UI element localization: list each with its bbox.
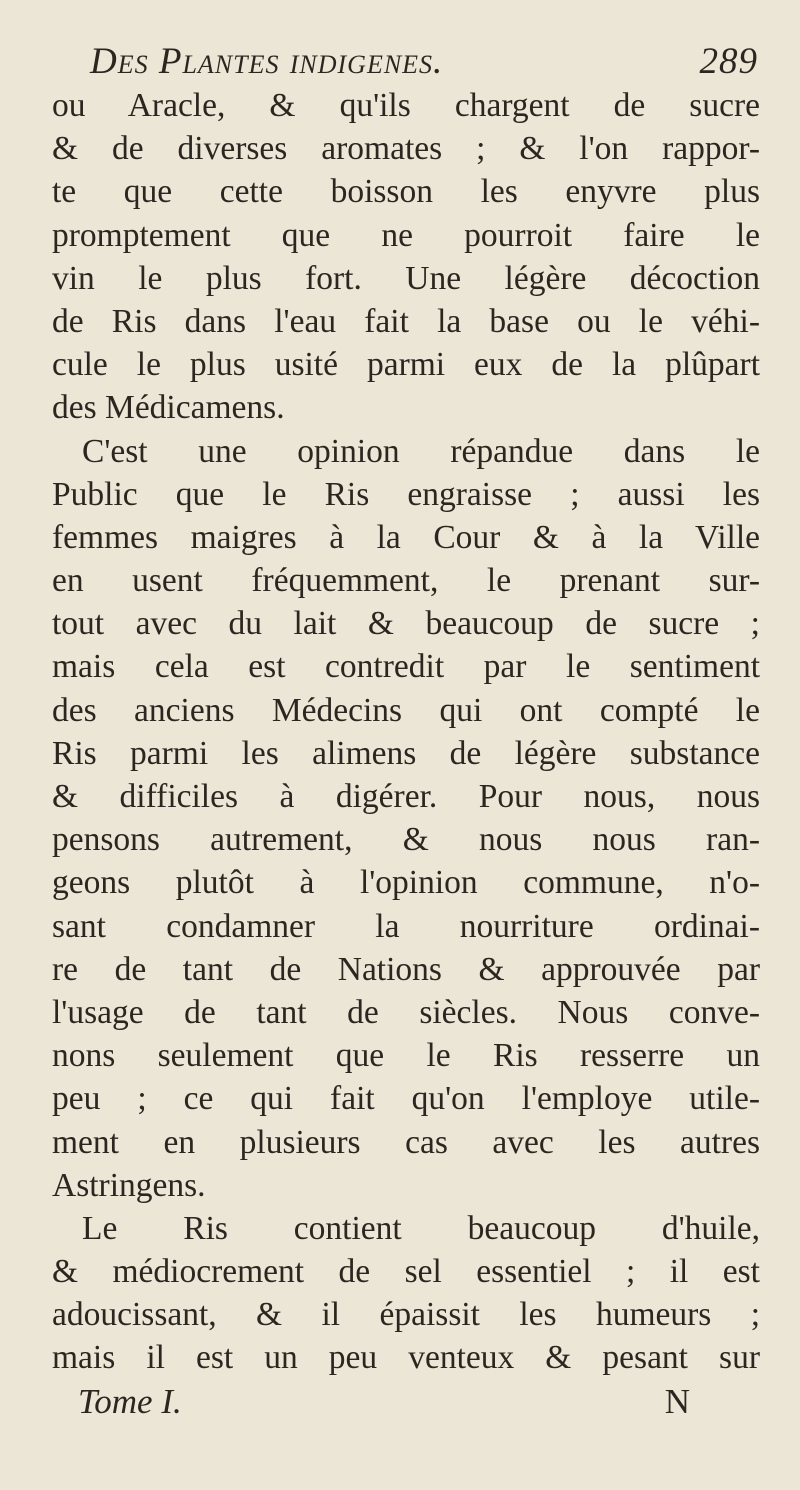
signature-mark: N: [664, 1381, 690, 1421]
text-line: Public que le Ris engraisse ; aussi les: [52, 475, 760, 513]
text-line: Astringens.: [52, 1166, 206, 1204]
text-line: tout avec du lait & beaucoup de sucre ;: [52, 605, 760, 643]
text-line: Le Ris contient beaucoup d'huile,: [82, 1209, 760, 1247]
text-line: cule le plus usité parmi eux de la plûpart: [52, 346, 760, 384]
page-footer: [52, 1380, 760, 1423]
text-line: des anciens Médecins qui ont compté le: [52, 691, 760, 729]
text-line: de Ris dans l'eau fait la base ou le véhi-: [52, 302, 760, 340]
text-line: en usent fréquemment, le prenant sur-: [52, 562, 760, 600]
running-head: [90, 40, 758, 84]
text-line: & difficiles à digérer. Pour nous, nous: [52, 778, 760, 815]
text-line: vin le plus fort. Une légère décoction: [52, 259, 760, 297]
text-line: promptement que ne pourroit faire le: [52, 216, 760, 254]
text-line: & de diverses aromates ; & l'on rappor-: [52, 130, 760, 168]
text-line: adoucissant, & il épaissit les humeurs ;: [52, 1296, 760, 1334]
text-line: des Médicamens.: [52, 389, 285, 427]
text-line: sant condamner la nourriture ordinai-: [52, 907, 760, 945]
text-line: nons seulement que le Ris resserre un: [52, 1037, 760, 1075]
text-line: pensons autrement, & nous nous ran-: [52, 821, 760, 859]
text-line: ou Aracle, & qu'ils chargent de sucre: [52, 87, 760, 124]
running-title: Des Plantes indigenes.: [90, 41, 444, 82]
text-line: re de tant de Nations & approuvée par: [52, 950, 760, 988]
text-line: & médiocrement de sel essentiel ; il est: [52, 1253, 760, 1291]
text-line: te que cette boisson les enyvre plus: [52, 173, 760, 211]
text-line: Ris parmi les alimens de légère substance: [52, 734, 760, 772]
text-line: geons plutôt à l'opinion commune, n'o-: [52, 864, 760, 902]
text-line: femmes maigres à la Cour & à la Ville: [52, 518, 760, 556]
text-line: peu ; ce qui fait qu'on l'employe utile-: [52, 1080, 760, 1118]
text-line: C'est une opinion répandue dans le: [82, 432, 760, 470]
text-line: mais il est un peu venteux & pesant sur: [52, 1339, 760, 1377]
text-line: ment en plusieurs cas avec les autres: [52, 1123, 760, 1161]
page-number: 289: [699, 41, 758, 82]
tome-label: Tome I.: [78, 1381, 182, 1421]
text-line: mais cela est contredit par le sentiment: [52, 648, 760, 686]
body-text: [52, 84, 760, 1380]
text-line: l'usage de tant de siècles. Nous conve-: [52, 993, 760, 1031]
